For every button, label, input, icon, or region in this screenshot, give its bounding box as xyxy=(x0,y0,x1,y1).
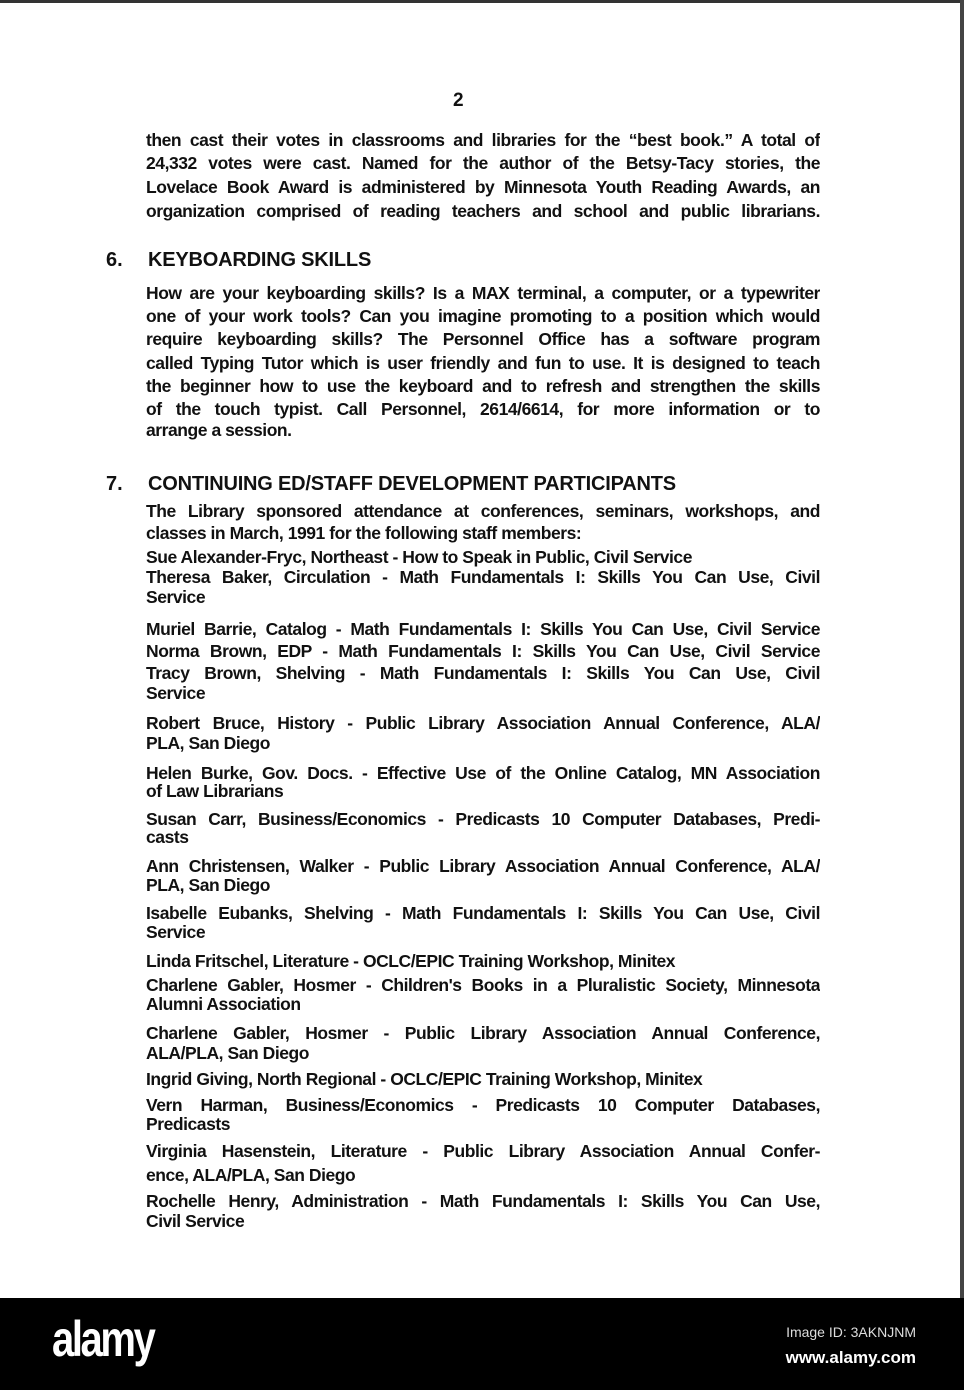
text-line: PLA, San Diego xyxy=(146,733,270,753)
watermark-footer xyxy=(0,1298,964,1390)
page-number: 2 xyxy=(453,90,464,111)
text-line: 24,332 votes were cast. Named for the author of the Betsy-Tacy stories, the xyxy=(146,153,820,173)
text-line: the beginner how to use the keyboard and to refresh and strengthen the skills xyxy=(146,376,820,396)
text-line: Muriel Barrie, Catalog - Math Fundamentals I: Skills You Can Use, Civil Service xyxy=(146,619,820,639)
text-line: How are your keyboarding skills? Is a MAX terminal, a computer, or a typewriter xyxy=(146,283,820,303)
text-line: classes in March, 1991 for the following staff members: xyxy=(146,523,582,543)
text-line: casts xyxy=(146,827,189,847)
text-line: Service xyxy=(146,922,206,942)
text-line: Lovelace Book Award is administered by Minnesota Youth Reading Awards, an xyxy=(146,177,820,197)
alamy-logo: alamy xyxy=(52,1311,154,1367)
text-line: Charlene Gabler, Hosmer - Public Library Association Annual Conference, xyxy=(146,1023,820,1043)
text-line: Theresa Baker, Circulation - Math Fundamentals I: Skills You Can Use, Civil xyxy=(146,567,820,587)
text-line: Vern Harman, Business/Economics - Predicasts 10 Computer Databases, xyxy=(146,1095,820,1115)
text-line: Linda Fritschel, Literature - OCLC/EPIC Training Workshop, Minitex xyxy=(146,951,676,971)
text-line: Sue Alexander-Fryc, Northeast - How to Speak in Public, Civil Service xyxy=(146,547,692,567)
text-line: Alumni Association xyxy=(146,994,301,1014)
text-line: Ingrid Giving, North Regional - OCLC/EPIC Training Workshop, Minitex xyxy=(146,1069,703,1089)
text-line: Service xyxy=(146,683,206,703)
text-line: of Law Librarians xyxy=(146,781,284,801)
text-line: arrange a session. xyxy=(146,420,292,440)
text-line: ALA/PLA, San Diego xyxy=(146,1043,310,1063)
text-line: Helen Burke, Gov. Docs. - Effective Use of the Online Catalog, MN Association xyxy=(146,763,820,783)
text-line: of the touch typist. Call Personnel, 2614/6614, for more information or to xyxy=(146,399,820,419)
text-line: then cast their votes in classrooms and libraries for the “best book.” A total of xyxy=(146,130,820,150)
text-line: ence, ALA/PLA, San Diego xyxy=(146,1165,356,1185)
text-line: Rochelle Henry, Administration - Math Fundamentals I: Skills You Can Use, xyxy=(146,1191,820,1211)
text-line: Virginia Hasenstein, Literature - Public Library Association Annual Confer- xyxy=(146,1141,820,1161)
text-line: Civil Service xyxy=(146,1211,245,1231)
section-7-heading: CONTINUING ED/STAFF DEVELOPMENT PARTICIPANTS xyxy=(148,473,676,495)
section-6-heading: KEYBOARDING SKILLS xyxy=(148,249,372,271)
section-7-number: 7. xyxy=(106,473,123,495)
text-line: Charlene Gabler, Hosmer - Children's Books in a Pluralistic Society, Minnesota xyxy=(146,975,820,995)
site-url: www.alamy.com xyxy=(785,1348,916,1367)
text-line: called Typing Tutor which is user friendly and fun to use. It is designed to teach xyxy=(146,353,820,373)
text-line: Isabelle Eubanks, Shelving - Math Fundamentals I: Skills You Can Use, Civil xyxy=(146,903,820,923)
section-6-number: 6. xyxy=(106,249,123,271)
text-line: one of your work tools? Can you imagine promoting to a position which would xyxy=(146,306,820,326)
text-line: The Library sponsored attendance at conferences, seminars, workshops, and xyxy=(146,501,820,521)
image-id: Image ID: 3AKNJNM xyxy=(786,1324,916,1340)
scan-edge-right xyxy=(960,0,964,1298)
text-line: Tracy Brown, Shelving - Math Fundamentals I: Skills You Can Use, Civil xyxy=(146,663,820,683)
text-line: organization comprised of reading teachers and school and public librarians. xyxy=(146,201,820,221)
text-line: Susan Carr, Business/Economics - Predicasts 10 Computer Databases, Predi- xyxy=(146,809,820,829)
text-line: Predicasts xyxy=(146,1114,231,1134)
text-line: require keyboarding skills? The Personnel Office has a software program xyxy=(146,329,820,349)
text-line: PLA, San Diego xyxy=(146,875,270,895)
text-line: Service xyxy=(146,587,206,607)
text-line: Robert Bruce, History - Public Library Association Annual Conference, ALA/ xyxy=(146,713,820,733)
scan-edge-top xyxy=(0,0,964,3)
text-line: Norma Brown, EDP - Math Fundamentals I: Skills You Can Use, Civil Service xyxy=(146,641,820,661)
text-line: Ann Christensen, Walker - Public Library Association Annual Conference, ALA/ xyxy=(146,856,820,876)
